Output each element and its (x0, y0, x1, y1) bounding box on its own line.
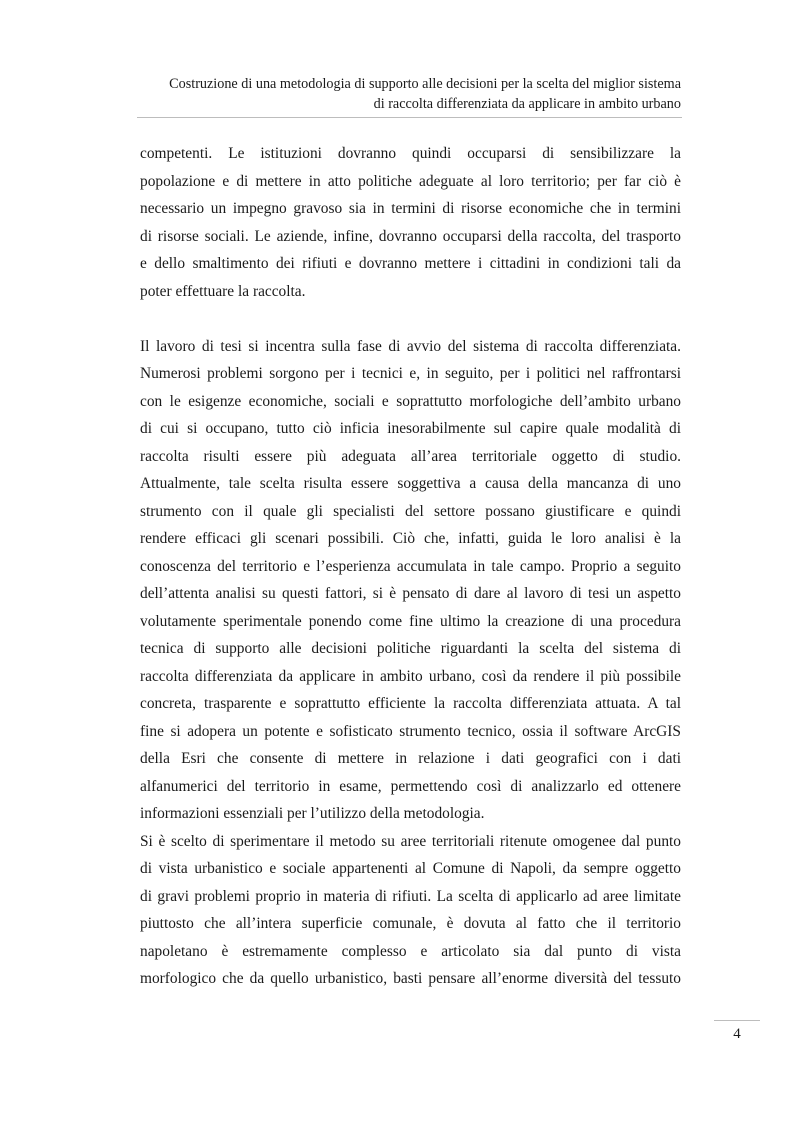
text-line: fine si adopera un potente e sofisticato strumento tecnico, ossia il software ArcGIS (140, 722, 681, 740)
text-line: di gravi problemi proprio in materia di rifiuti. La scelta di applicarlo ad aree limitate (140, 887, 681, 905)
text-line: raccolta differenziata da applicare in ambito urbano, così da rendere il più possibile (140, 667, 681, 685)
text-line: Attualmente, tale scelta risulta essere soggettiva a causa della mancanza di uno (140, 475, 681, 492)
text-line: alfanumerici del territorio in esame, permettendo così di analizzarlo ed ottenere (140, 777, 681, 795)
text-line: piuttosto che all’intera superficie comunale, è dovuta al fatto che il territorio (140, 915, 681, 932)
text-line: dell’attenta analisi su questi fattori, si è pensato di dare al lavoro di tesi un aspetto (140, 585, 681, 602)
text-line: concreta, trasparente e soprattutto efficiente la raccolta differenziata attuata. A tal (140, 695, 681, 712)
text-line: raccolta risulti essere più adeguata all’area territoriale oggetto di studio. (140, 447, 681, 465)
text-line: rendere efficaci gli scenari possibili. Ciò che, infatti, guida le loro analisi è la (140, 530, 681, 547)
page-number: 4 (733, 1026, 741, 1042)
running-header (140, 74, 681, 114)
paragraph-1 (140, 140, 681, 305)
paragraph-gap (140, 305, 681, 333)
paragraph-3 (140, 828, 681, 993)
text-line: Il lavoro di tesi si incentra sulla fase di avvio del sistema di raccolta differenziata. (140, 337, 681, 355)
text-line: tecnica di supporto alle decisioni politiche riguardanti la scelta del sistema di (140, 640, 681, 657)
footer-divider (714, 1020, 760, 1021)
running-header-line-1: Costruzione di una metodologia di supporto alle decisioni per la scelta del miglior sistema (169, 76, 681, 92)
text-line: con le esigenze economiche, sociali e soprattutto morfologiche dell’ambito urbano (140, 392, 681, 410)
header-divider (137, 117, 682, 118)
text-line: necessario un impegno gravoso sia in termini di risorse economiche che in termini (140, 200, 681, 217)
text-line: di cui si occupano, tutto ciò inficia inesorabilmente sul capire quale modalità di (140, 420, 681, 437)
text-line: competenti. Le istituzioni dovranno quindi occuparsi di sensibilizzare la (140, 145, 681, 162)
text-line: strumento con il quale gli specialisti del settore possano giustificare e quindi (140, 502, 681, 520)
text-line: di risorse sociali. Le aziende, infine, dovranno occuparsi della raccolta, del trasporto (140, 227, 681, 245)
text-line: popolazione e di mettere in atto politiche adeguate al loro territorio; per far ciò è (140, 172, 681, 190)
text-line: di vista urbanistico e sociale appartenenti al Comune di Napoli, da sempre oggetto (140, 860, 681, 877)
text-line: napoletano è estremamente complesso e articolato sia dal punto di vista (140, 942, 681, 960)
text-line: della Esri che consente di mettere in relazione i dati geografici con i dati (140, 750, 681, 767)
running-header-line-2: di raccolta differenziata da applicare in ambito urbano (373, 96, 681, 112)
text-line: informazioni essenziali per l’utilizzo della metodologia. (140, 805, 485, 822)
paragraph-2 (140, 333, 681, 828)
body-text (140, 140, 681, 993)
text-line: Numerosi problemi sorgono per i tecnici e, in seguito, per i politici nel raffrontarsi (140, 365, 681, 382)
text-line: volutamente sperimentale ponendo come fine ultimo la creazione di una procedura (140, 612, 681, 630)
text-line: e dello smaltimento dei rifiuti e dovranno mettere i cittadini in condizioni tali da (140, 255, 681, 272)
text-line: Si è scelto di sperimentare il metodo su aree territoriali ritenute omogenee dal punto (140, 832, 681, 850)
text-line: conoscenza del territorio e l’esperienza accumulata in tale campo. Proprio a seguito (140, 557, 681, 575)
text-line: morfologico che da quello urbanistico, basti pensare all’enorme diversità del tessuto (140, 970, 681, 987)
text-line: poter effettuare la raccolta. (140, 282, 306, 300)
